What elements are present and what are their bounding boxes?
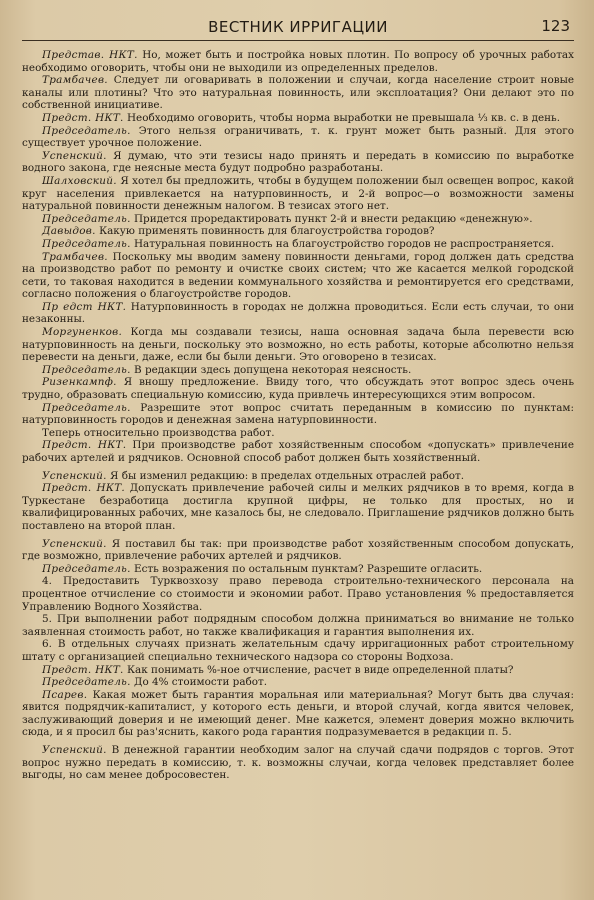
body-text	[22, 49, 574, 782]
paragraph	[22, 613, 574, 638]
speaker-name: Председатель.	[42, 363, 131, 376]
speaker-name: Шалховский.	[42, 174, 117, 187]
speaker-name: Предст. НКТ.	[42, 663, 124, 676]
speaker-name: Представ. НКТ.	[42, 49, 138, 61]
paragraph	[22, 563, 574, 576]
speaker-name: Предст. НКТ.	[42, 111, 124, 124]
paragraph	[22, 427, 574, 440]
paragraph-text: До 4% стоимости работ.	[134, 676, 268, 689]
paragraph-text: Поскольку мы вводим замену повинности деньгами, город должен дать средства на производство работ по ремонту и очистке своих систем; что же касается мелкой городской сети, то таковая находится в ведении коммунального хозяйства и ремонтируется его средствами, согласно положения о благоустройстве городов.	[22, 250, 574, 301]
paragraph	[22, 150, 574, 175]
paragraph	[22, 175, 574, 213]
paragraph	[22, 439, 574, 464]
paragraph-text: 5. При выполнении работ подрядным способом должна приниматься во внимание не только заявленная стоимость работ, но также квалификация и гарантия выполнения их.	[22, 613, 574, 638]
speaker-name: Псарев.	[42, 688, 88, 701]
paragraph	[22, 238, 574, 251]
speaker-name: Председатель.	[42, 676, 131, 689]
paragraph	[22, 689, 574, 739]
paragraph	[22, 676, 574, 689]
paragraph-text: Когда мы создавали тезисы, наша основная задача была перевести всю натурповинность на деньги, поскольку это возможно, но есть работы, которые абсолютно нельзя перевести на деньги, даже, если бы были деньги. Это оговорено в тезисах.	[22, 326, 574, 364]
paragraph-text: Допускать привлечение рабочей силы и мелких рядчиков в то время, когда в Туркестане безработица достигла крупной цифры, не только для простых, но и квалифицированных рабочих, мне казалось бы, не следовало. Приглашение рядчиков должно быть поставлено на второй план.	[22, 482, 574, 532]
paragraph-text: 4. Предоставить Турквозхозу право перевода строительно-технического персонала на процентное отчисление со стоимости и экономии работ. Право установления % предоставляется Управлению Водного Хозяйства.	[22, 575, 574, 613]
paragraph	[22, 225, 574, 238]
running-header	[22, 14, 574, 41]
paragraph	[22, 402, 574, 427]
paragraph	[22, 538, 574, 563]
journal-title: ВЕСТНИК ИРРИГАЦИИ	[208, 18, 388, 36]
speaker-name: Председатель.	[42, 562, 131, 575]
paragraph	[22, 376, 574, 401]
paragraph-text: Необходимо оговорить, чтобы норма выработки не превышала ⅓ кв. с. в день.	[126, 111, 561, 124]
paragraph	[22, 326, 574, 364]
paragraph	[22, 49, 574, 74]
paragraph-text: Следует ли оговаривать в положении и случаи, когда население строит новые каналы или плотины? Что это натуральная повинность, или эксплоатация? Они делают это по собственной инициативе.	[22, 74, 574, 112]
speaker-name: Успенский.	[42, 469, 107, 482]
paragraph	[22, 74, 574, 112]
speaker-name: Предст. НКТ.	[42, 439, 127, 452]
speaker-name: Председатель.	[42, 401, 131, 414]
speaker-name: Председатель.	[42, 124, 131, 137]
paragraph	[22, 251, 574, 301]
speaker-name: Моргуненков.	[42, 326, 123, 339]
paragraph-text: Есть возражения по остальным пунктам? Разрешите огласить.	[134, 562, 483, 575]
speaker-name: Ризенкампф.	[42, 376, 117, 389]
paragraph	[22, 213, 574, 226]
paragraph-text: Натурповинность в городах не должна проводиться. Если есть случаи, то они незаконны.	[22, 300, 575, 326]
paragraph-text: Теперь относительно производства работ.	[42, 426, 275, 439]
paragraph-text: Разрешите этот вопрос считать переданным в комиссию по пунктам: натурповинность городов и денежная замена натурповинности.	[22, 401, 575, 427]
paragraph-text: Я поставил бы так: при производстве работ хозяйственным способом допускать, где возможно, привлечение рабочих артелей и рядчиков.	[22, 537, 574, 563]
paragraph-text: Придется проредактировать пункт 2-й и внести редакцию «денежную».	[134, 212, 533, 225]
speaker-name: Успенский.	[42, 149, 107, 162]
paragraph-text: В редакции здесь допущена некоторая неясность.	[134, 363, 412, 376]
speaker-name: Трамбачев.	[42, 250, 108, 263]
paragraph	[22, 112, 574, 125]
speaker-name: Трамбачев.	[42, 74, 108, 87]
paragraph-text: Я думаю, что эти тезисы надо принять и передать в комиссию по выработке водного закона, где неясные места будут подробно разработаны.	[22, 149, 574, 175]
paragraph	[22, 638, 574, 663]
speaker-name: Успенский.	[42, 537, 107, 550]
paragraph-text: Как понимать %-ное отчисление, расчет в виде определенной платы?	[126, 663, 514, 676]
speaker-name: Предст. НКТ.	[42, 482, 126, 495]
paragraph-text: Натуральная повинность на благоустройство городов не распространяется.	[134, 237, 555, 250]
paragraph-text: Но, может быть и постройка новых плотин. По вопросу об урочных работах необходимо оговорить, чтобы они не выходили из определенных пределов.	[22, 49, 574, 74]
paragraph	[22, 125, 574, 150]
paragraph	[22, 744, 574, 782]
paragraph-text: При производстве работ хозяйственным способом «допускать» привлечение рабочих артелей и рядчиков. Основной способ работ должен быть хозяйственный.	[22, 439, 574, 464]
paragraph-text: В денежной гарантии необходим залог на случай сдачи подрядов с торгов. Этот вопрос нужно передать в комиссию, т. к. возможны случаи, когда человек представляет более выгоды, но сам менее добросовестен.	[22, 744, 574, 782]
page-number: 123	[541, 17, 570, 35]
speaker-name: Давыдов.	[42, 225, 96, 238]
paragraph-text: Я хотел бы предложить, чтобы в будущем положении был освещен вопрос, какой круг населения привлекается на натурповинность, и 2-й вопрос—о возможности замены натуральной повинности денежным налогом. В тезисах этого нет.	[22, 174, 574, 213]
paragraph-text: Этого нельзя ограничивать, т. к. грунт может быть разный. Для этого существует урочное положение.	[22, 124, 574, 150]
speaker-name: Председатель.	[42, 212, 131, 225]
paragraph	[22, 575, 574, 613]
paragraph	[22, 470, 574, 483]
paragraph-text: Я вношу предложение. Ввиду того, что обсуждать этот вопрос здесь очень трудно, образовать специальную комиссию, куда привлечь интересующихся этим вопросом.	[22, 376, 574, 402]
paragraph	[22, 482, 574, 532]
paragraph-text: Я бы изменил редакцию: в пределах отдельных отраслей работ.	[110, 469, 465, 482]
speaker-name: Успенский.	[42, 744, 107, 757]
paragraph-text: 6. В отдельных случаях признать желательным сдачу ирригационных работ строительному штату с организацией специально технического надзора со стороны Водхоза.	[22, 638, 574, 663]
speaker-name: Пр едст НКТ.	[42, 300, 127, 313]
paragraph	[22, 664, 574, 677]
speaker-name: Председатель.	[42, 237, 131, 250]
paragraph	[22, 301, 574, 326]
paragraph-text: Какую применять повинность для благоустройства городов?	[99, 225, 435, 238]
paragraph	[22, 364, 574, 377]
paragraph-text: Какая может быть гарантия моральная или материальная? Могут быть два случая: явится подрядчик-капиталист, у которого есть деньги, и второй случай, когда явится человек, заслуживающий доверия и не имеющий денег. Мне кажется, элемент доверия можно включить сюда, и я просил бы раз'яснить, какого рода гарантия подразумевается в редакции п. 5.	[22, 688, 574, 739]
